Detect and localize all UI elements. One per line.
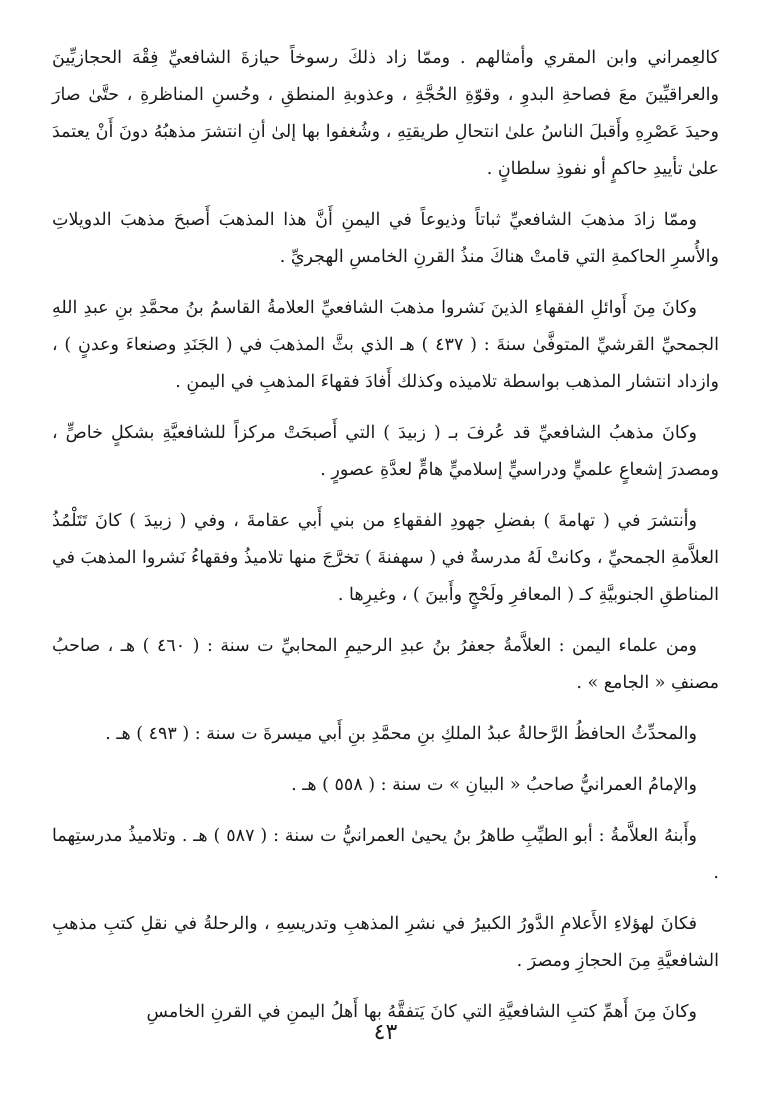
paragraph-9: وأَبنهُ العلاَّمةُ : أبو الطيِّبِ طاهرُ بنُ يحيىٰ العمرانيُّ ت سنة : ( ٥٨٧ ) هـ . وتلاميذُ مدرستِهما . (52, 826, 719, 883)
paragraph-7: والمحدِّثُ الحافظُ الرَّحالةُ عبدُ الملكِ بنِ محمَّدِ بنِ أَبي ميسرةَ ت سنة : ( ٤٩٣ ) هـ . (105, 724, 697, 744)
page-number: ٤٣ (373, 1020, 398, 1045)
paragraph-5: وأنتشرَ في ( تهامةَ ) بفضلِ جهودِ الفقهاءِ من بني أَبي عقامةَ ، وفي ( زبيدَ ) كانَ تَتَلْمُذُ العلاَّمةِ الجمحيِّ ، وكانتْ لَهُ مدرسةٌ في ( سهفنةَ ) تخرَّجَ منها تلاميذُ وفقهاءُ نَشروا المذهبَ في المناطقِ الجنوبيَّةِ كـ ( المعافرِ ولَحْجٍ وأَبينَ ) ، وغيرِها . (52, 511, 719, 605)
paragraph-4: وكانَ مذهبُ الشافعيِّ قد عُرفَ بـ ( زبيدَ ) التي أَصبحَتْ مركزاً للشافعيَّةِ بشكلٍ خاصٍّ ، ومصدرَ إشعاعٍ علميٍّ ودراسيٍّ إسلاميٍّ هامٍّ لعدَّةِ عصورٍ . (52, 423, 719, 480)
paragraph-2: وممّا زادَ مذهبَ الشافعيِّ ثباتاً وذيوعاً في اليمنِ أَنَّ هذا المذهبَ أَصبحَ مذهبَ الدويلاتِ والأُسرِ الحاكمةِ التي قامتْ هناكَ منذُ القرنِ الخامسِ الهجريِّ . (52, 210, 719, 267)
paragraph-6: ومن علماء اليمن : العلاَّمةُ جعفرُ بنُ عبدِ الرحيمِ المحابيِّ ت سنة : ( ٤٦٠ ) هـ ، صاحبُ مصنفِ « الجامع » . (52, 636, 719, 693)
paragraph-11: وكانَ مِنَ أَهمِّ كتبِ الشافعيَّةِ التي كانَ يَتفقَّهُ بها أَهلُ اليمنِ في القرنِ الخامسِ (146, 1002, 697, 1022)
page-body (52, 40, 719, 1045)
paragraph-8: والإمامُ العمرانيُّ صاحبُ « البيانِ » ت سنة : ( ٥٥٨ ) هـ . (291, 775, 697, 795)
paragraph-1: كالعِمراني وابن المقري وأمثالهم . وممّا زاد ذلكَ رسوخاً حيازةَ الشافعيِّ فِقْهَ الحجازيِّينَ والعراقيِّينَ معَ فصاحةِ البدوِ ، وقوّةِ الحُجَّةِ ، وعذوبةِ المنطقِ ، وحُسنِ المناظرةِ ، حتَّىٰ صارَ وحيدَ عَصْرِهِ وأَقبلَ الناسُ علىٰ انتحالِ طريقتِهِ ، وشُغفوا بها إلىٰ أنِ انتشرَ مذهبُهُ دونَ أَنْ يعتمدَ علىٰ تأييدِ حاكمٍ أو نفوذِ سلطانٍ . (52, 48, 719, 179)
paragraph-3: وكانَ مِنَ أَوائلِ الفقهاءِ الذينَ نَشروا مذهبَ الشافعيِّ العلامةُ القاسمُ بنُ محمَّدِ بنِ عبدِ اللهِ الجمحيِّ القرشيِّ المتوفَّىٰ سنةَ : ( ٤٣٧ ) هـ الذي بثَّ المذهبَ في ( الجَنَدِ وصنعاءَ وعدنٍ ) ، وازداد انتشار المذهب بواسطة تلاميذه وكذلك أَفادَ فقهاءَ المذهبِ في اليمنِ . (52, 298, 720, 392)
paragraph-10: فكانَ لهؤلاءِ الأَعلامِ الدَّورُ الكبيرُ في نشرِ المذهبِ وتدريسِهِ ، والرحلةُ في نقلِ كتبِ مذهبِ الشافعيَّةِ مِنَ الحجازِ ومصرَ . (52, 914, 719, 971)
